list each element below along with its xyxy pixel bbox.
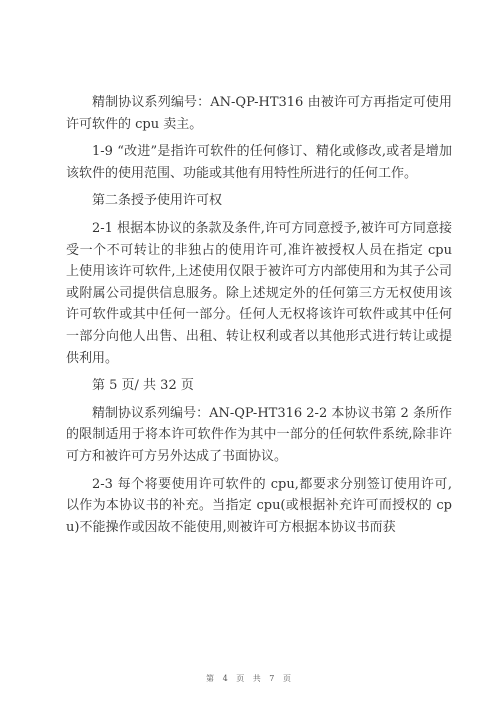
paragraph-1-9: 1-9 “改进”是指许可软件的任何修订、精化或修改,或者是增加该软件的使用范围、功能或其他有用特性所进行的任何工作。 <box>66 144 452 181</box>
paragraph-serial-1: 精制协议系列编号：AN-QP-HT316 由被许可方再指定可使用许可软件的 cpu 卖主。 <box>66 95 452 132</box>
document-body <box>66 92 452 544</box>
paragraph-2-1: 2-1 根据本协议的条款及条件,许可方同意授予,被许可方同意接受一个不可转让的非独占的使用许可,准许被授权人员在指定 cpu 上使用该许可软件,上述使用仅限于被许可方内部使用和为其子公司或附属公司提供信息服务。除上述规定外的任何第三方无权使用该许可软件或其中任何一部分。任何人无权将该许可软件或其中任何一部分向他人出售、出租、转让权利或者以其他形式进行转让或提供利用。 <box>66 220 452 366</box>
section-heading-article-2: 第二条授予使用许可权 <box>92 193 223 209</box>
paragraph-serial-2-2: 精制协议系列编号：AN-QP-HT316 2-2 本协议书第 2 条所作的限制适用于将本许可软件作为其中一部分的任何软件系统,除非许可方和被许可方另外达成了书面协议。 <box>66 405 452 464</box>
inline-page-marker: 第 5 页/ 共 32 页 <box>92 378 194 394</box>
paragraph-2-3: 2-3 每个将要使用许可软件的 cpu,都要求分别签订使用许可,以作为本协议书的补充。当指定 cpu(或根据补充许可而授权的 cpu)不能操作或因故不能使用,则被许可方根据本协议书而获 <box>66 476 452 535</box>
page-footer: 第 4 页 共 7 页 <box>206 674 294 683</box>
